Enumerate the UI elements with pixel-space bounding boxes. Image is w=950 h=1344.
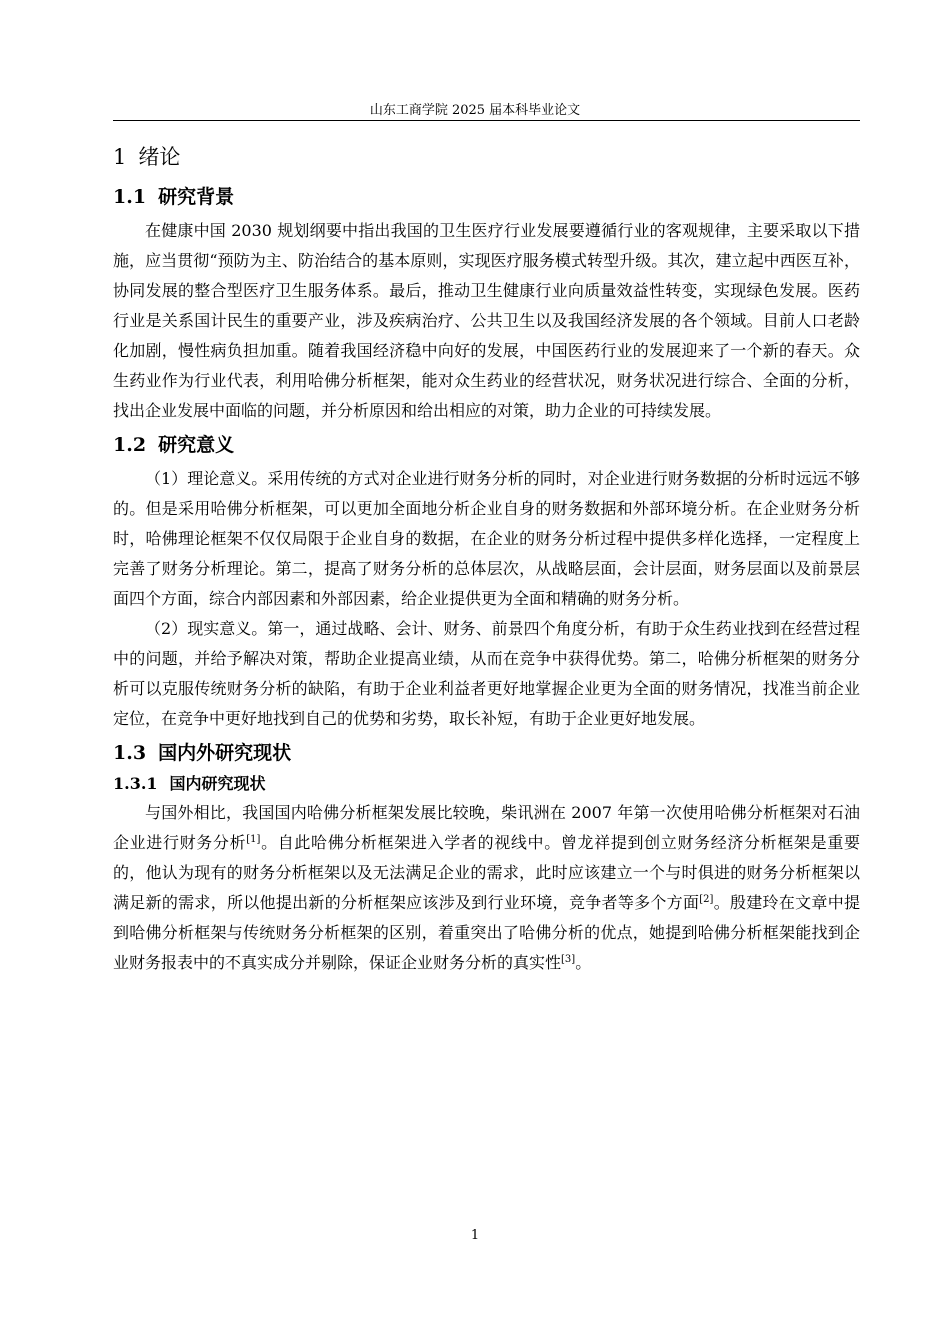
section-title: 研究意义 xyxy=(158,434,235,456)
section-title: 国内外研究现状 xyxy=(158,742,292,764)
section-number: 1.2 xyxy=(113,434,147,456)
page-number: 1 xyxy=(470,1228,480,1243)
paragraph xyxy=(113,798,860,978)
subsection-title: 国内研究现状 xyxy=(169,774,266,793)
page-body xyxy=(113,142,860,978)
citation-ref: [3] xyxy=(561,954,576,965)
running-header: 山东工商学院 2025 届本科毕业论文 xyxy=(369,103,581,118)
subsection-heading xyxy=(113,772,860,796)
paragraph: （1）理论意义。采用传统的方式对企业进行财务分析的同时，对企业进行财务数据的分析时远远不够的。但是采用哈佛分析框架，可以更加全面地分析企业自身的财务数据和外部环境分析。在企业财务分析时，哈佛理论框架不仅仅局限于企业自身的数据，在企业的财务分析过程中提供多样化选择，一定程度上完善了财务分析理论。第二，提高了财务分析的总体层次，从战略层面，会计层面，财务层面以及前景层面四个方面，综合内部因素和外部因素，给企业提供更为全面和精确的财务分析。 xyxy=(113,469,860,608)
header-rule xyxy=(113,120,860,121)
chapter-heading xyxy=(113,142,860,172)
subsection-number: 1.3.1 xyxy=(113,774,158,793)
text-run: 与国外相比，我国国内哈佛分析框架发展比较晚，柴讯洲在 2007 年第一次使用哈佛分析框架对石油企业进行财务分析 xyxy=(113,803,860,852)
chapter-title: 绪论 xyxy=(138,145,181,169)
section-heading xyxy=(113,184,860,210)
citation-ref: [2] xyxy=(699,894,714,905)
section-title: 研究背景 xyxy=(158,186,235,208)
paragraph: 在健康中国 2030 规划纲要中指出我国的卫生医疗行业发展要遵循行业的客观规律，主要采取以下措施，应当贯彻“预防为主、防治结合的基本原则，实现医疗服务模式转型升级。其次，建立起中西医互补，协同发展的整合型医疗卫生服务体系。最后，推动卫生健康行业向质量效益性转变，实现绿色发展。医药行业是关系国计民生的重要产业，涉及疾病治疗、公共卫生以及我国经济发展的各个领域。目前人口老龄化加剧，慢性病负担加重。随着我国经济稳中向好的发展，中国医药行业的发展迎来了一个新的春天。众生药业作为行业代表，利用哈佛分析框架，能对众生药业的经营状况，财务状况进行综合、全面的分析，找出企业发展中面临的问题，并分析原因和给出相应的对策，助力企业的可持续发展。 xyxy=(113,221,860,420)
section-number: 1.3 xyxy=(113,742,147,764)
citation-ref: [1] xyxy=(246,834,261,845)
paragraph: （2）现实意义。第一，通过战略、会计、财务、前景四个角度分析，有助于众生药业找到在经营过程中的问题，并给予解决对策，帮助企业提高业绩，从而在竞争中获得优势。第二，哈佛分析框架的财务分析可以克服传统财务分析的缺陷，有助于企业利益者更好地掌握企业更为全面的财务情况，找准当前企业定位，在竞争中更好地找到自己的优势和劣势，取长补短，有助于企业更好地发展。 xyxy=(113,619,860,728)
section-number: 1.1 xyxy=(113,186,147,208)
text-run: 。 xyxy=(575,953,592,972)
section-heading xyxy=(113,432,860,458)
chapter-number: 1 xyxy=(113,145,127,169)
text-run: 。自此哈佛分析框架进入学者的视线中。曾龙祥提到创立财务经济分析框架是重要的，他认为现有的财务分析框架以及无法满足企业的需求，此时应该建立一个与时俱进的财务分析框架以满足新的需求，所以他提出新的分析框架应该涉及到行业环境，竞争者等多个方面 xyxy=(113,833,860,912)
text-run: 。殷建玲在文章中提到哈佛分析框架与传统财务分析框架的区别，着重突出了哈佛分析的优点，她提到哈佛分析框架能找到企业财务报表中的不真实成分并剔除，保证企业财务分析的真实性 xyxy=(113,893,860,972)
section-heading xyxy=(113,740,860,766)
